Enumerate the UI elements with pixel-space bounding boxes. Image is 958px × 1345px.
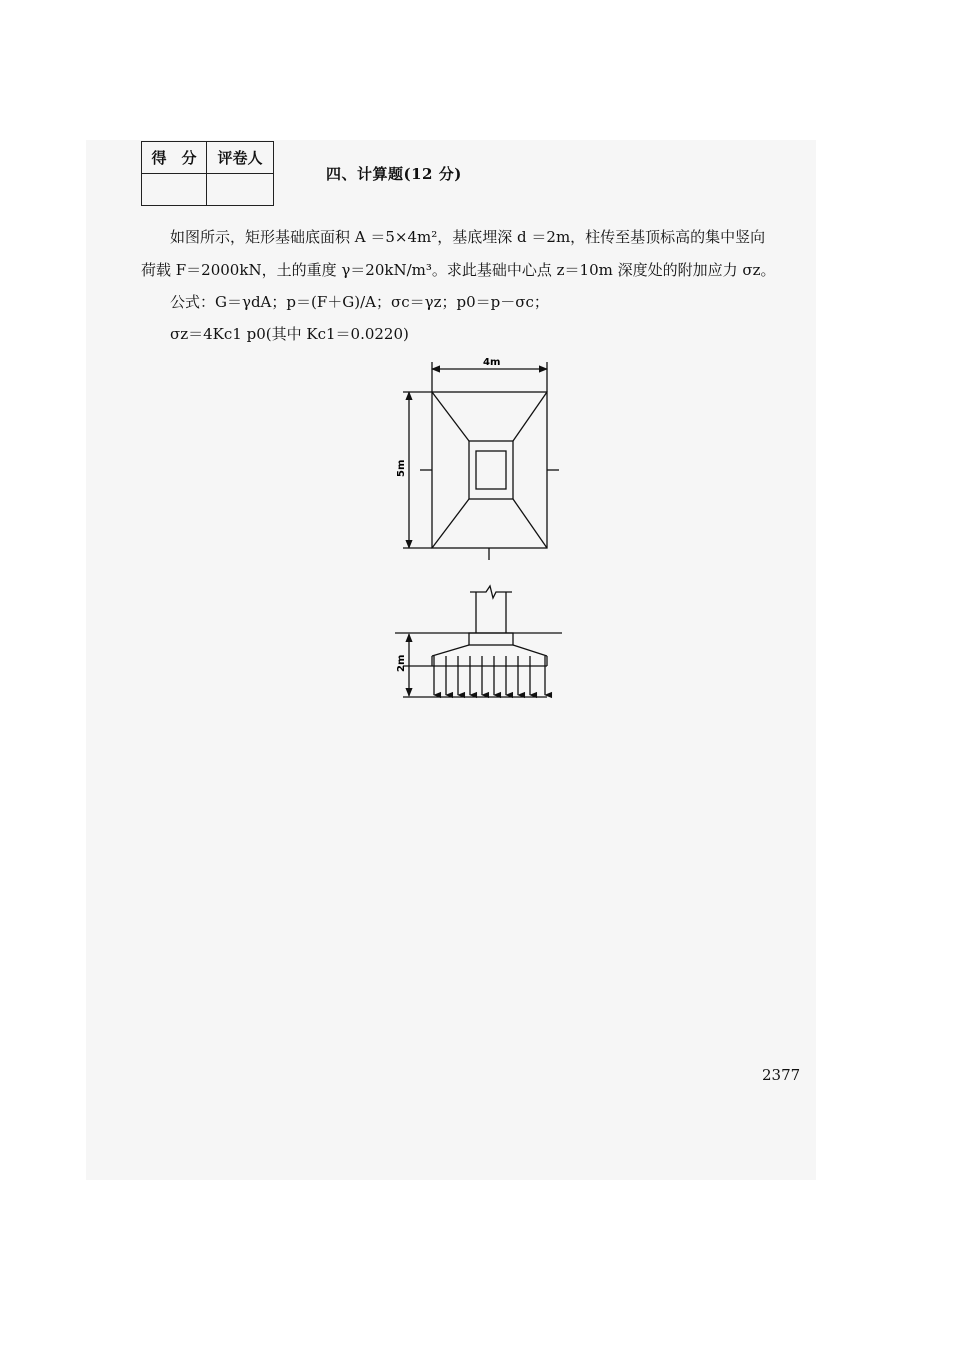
formula-line-2: σz＝4Kc1 p0(其中 Kc1＝0.0220)	[170, 325, 409, 343]
depth-label: 2m	[396, 654, 407, 672]
section-title: 四、计算题(12 分)	[326, 165, 462, 183]
plan-view	[403, 362, 559, 560]
problem-line-1: 如图所示，矩形基础底面积 A ＝5×4m²，基底埋深 d ＝2m，柱传至基顶标高的集中竖向	[170, 228, 766, 246]
grader-header: 评卷人	[207, 142, 274, 174]
width-label: 4m	[483, 357, 501, 368]
page-number: 2377	[762, 1066, 801, 1084]
formula-line-1: 公式：G＝γdA；p＝(F＋G)/A；σc＝γz；p0＝p－σc；	[170, 293, 549, 311]
length-label: 5m	[396, 459, 407, 477]
score-header: 得 分	[142, 142, 207, 174]
section-view	[395, 586, 562, 697]
pressure-arrows	[434, 656, 545, 695]
column-outline	[476, 451, 506, 489]
problem-line-2: 荷载 F＝2000kN，土的重度 γ＝20kN/m³。求此基础中心点 z＝10m 深度处的附加应力 σz。	[141, 261, 776, 279]
